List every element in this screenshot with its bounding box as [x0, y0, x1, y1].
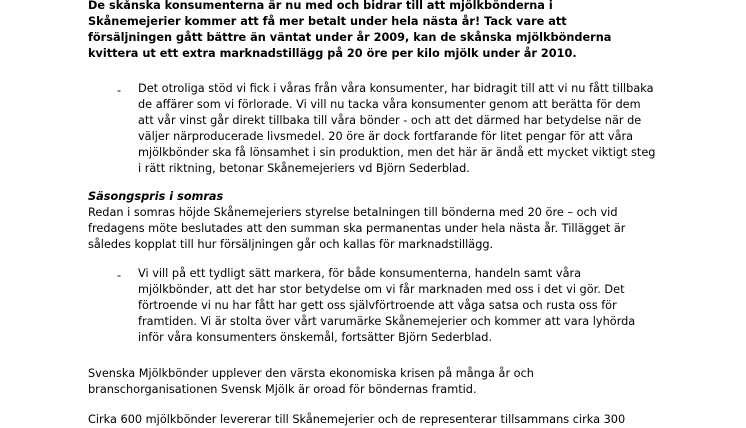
- quote-2-dash: -: [117, 269, 122, 282]
- quote-1-paragraph: Det otroliga stöd vi fick i våras från våra konsumenter, har bidragit till att vi nu fått tillbaka de affärer som vi förlorade. Vi vill nu tacka våra konsumenter genom att berätta för dem att vår vinst går direkt tillbaka till våra bönder - och att det därmed har betydelse när de väljer närproducerade livsmedel. 20 öre är dock fortfarande för litet pengar för att våra mjölkbönder ska få lönsamhet i sin produktion, men det här är ändå ett mycket viktigt steg i rätt riktning, betonar Skånemejeriers vd Björn Sederblad.: [138, 82, 656, 175]
- intro-paragraph: De skånska konsumenterna är nu med och bidrar till att mjölkbönderna i Skånemejerier kommer att få mer betalt under hela nästa år! Tack vare att försäljningen gått bättre än väntat under år 2009, kan de skånska mjölkbönderna kvittera ut ett extra marknadstillägg på 20 öre per kilo mjölk under år 2010.: [88, 0, 612, 60]
- section-paragraph: Redan i somras höjde Skånemejeriers styrelse betalningen till bönderna med 20 öre – och vid fredagens möte beslutades att den summan ska permanentas under hela nästa år. Tillägget är således kopplat till hur försäljningen går och kallas för marknadstillägg.: [88, 206, 626, 251]
- closing-paragraph: Svenska Mjölkbönder upplever den värsta ekonomiska krisen på många år och branschorganisationen Svensk Mjölk är oroad för böndernas framtid.: [88, 367, 534, 396]
- quote-1-dash: -: [117, 84, 122, 97]
- cutoff-paragraph: Cirka 600 mjölkbönder levererar till Skånemejerier och de representerar tillsammans cirka 300: [88, 413, 626, 426]
- section-heading: Säsongspris i somras: [88, 190, 224, 203]
- quote-2-paragraph: Vi vill på ett tydligt sätt markera, för både konsumenterna, handeln samt våra mjölkbönder, att det har stor betydelse om vi får marknaden med oss i det vi gör. Det förtroende vi nu har fått har gett oss självförtroende att våga satsa och rusta oss för framtiden. Vi är stolta över vårt varumärke Skånemejerier och kommer att vara lyhörda inför våra konsumenters önskemål, fortsätter Björn Sederblad.: [138, 267, 636, 344]
